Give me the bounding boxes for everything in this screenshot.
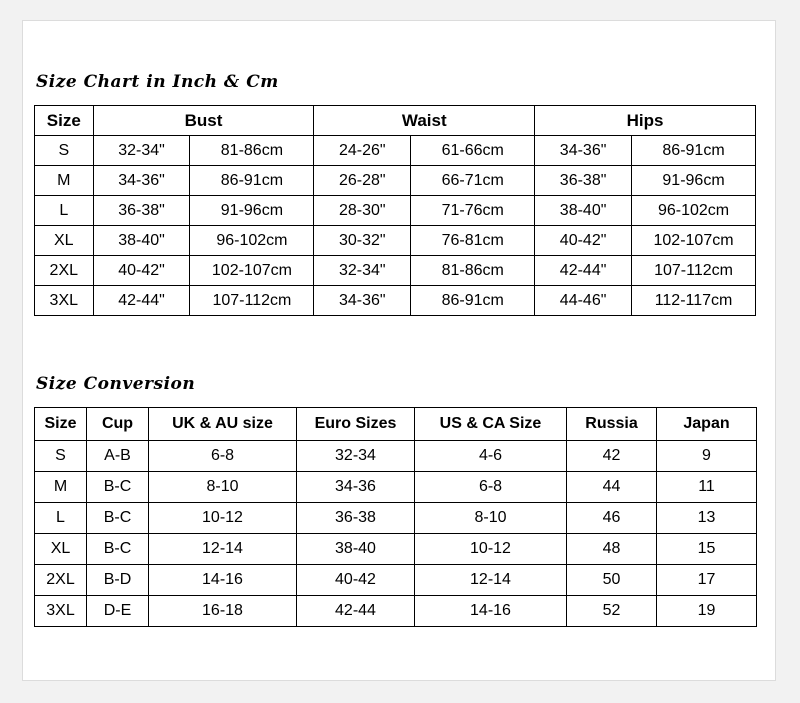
cell-value: 38-40 xyxy=(297,534,415,565)
table-row xyxy=(35,596,757,627)
cell-value: 50 xyxy=(567,565,657,596)
cell-value: 14-16 xyxy=(415,596,567,627)
cell-size: 2XL xyxy=(35,256,94,286)
cell-value: 36-38" xyxy=(535,166,632,196)
page-edge-left xyxy=(0,0,22,703)
cell-value: 107-112cm xyxy=(632,256,756,286)
cell-value: 28-30" xyxy=(314,196,411,226)
table-row xyxy=(35,441,757,472)
cell-size: S xyxy=(35,136,94,166)
header-cup: Cup xyxy=(87,408,149,441)
cell-value: B-D xyxy=(87,565,149,596)
size-conversion-table xyxy=(34,407,757,627)
page-edge-bottom xyxy=(0,681,800,703)
cell-value: 46 xyxy=(567,503,657,534)
table-header-row xyxy=(35,408,757,441)
cell-value: 44 xyxy=(567,472,657,503)
cell-value: 96-102cm xyxy=(632,196,756,226)
cell-value: 32-34" xyxy=(93,136,190,166)
cell-value: 81-86cm xyxy=(190,136,314,166)
table-row xyxy=(35,166,756,196)
size-chart-table xyxy=(34,105,756,316)
cell-value: 42-44 xyxy=(297,596,415,627)
table-row xyxy=(35,472,757,503)
table-row xyxy=(35,256,756,286)
cell-value: 32-34" xyxy=(314,256,411,286)
cell-value: 26-28" xyxy=(314,166,411,196)
cell-value: 42-44" xyxy=(535,256,632,286)
cell-value: 34-36" xyxy=(93,166,190,196)
cell-value: B-C xyxy=(87,534,149,565)
header-uk-au-size: UK & AU size xyxy=(149,408,297,441)
header-size: Size xyxy=(35,408,87,441)
table-row xyxy=(35,534,757,565)
cell-value: 42-44" xyxy=(93,286,190,316)
cell-value: 86-91cm xyxy=(632,136,756,166)
cell-value: 8-10 xyxy=(149,472,297,503)
cell-value: 48 xyxy=(567,534,657,565)
header-us-ca-size: US & CA Size xyxy=(415,408,567,441)
table-header-row xyxy=(35,106,756,136)
cell-value: 52 xyxy=(567,596,657,627)
cell-value: 17 xyxy=(657,565,757,596)
cell-size: 2XL xyxy=(35,565,87,596)
header-russia: Russia xyxy=(567,408,657,441)
cell-value: 66-71cm xyxy=(411,166,535,196)
cell-size: XL xyxy=(35,226,94,256)
cell-value: 86-91cm xyxy=(411,286,535,316)
cell-value: 34-36" xyxy=(314,286,411,316)
cell-value: 40-42" xyxy=(93,256,190,286)
cell-value: 11 xyxy=(657,472,757,503)
cell-value: 30-32" xyxy=(314,226,411,256)
cell-value: 91-96cm xyxy=(632,166,756,196)
header-hips: Hips xyxy=(535,106,756,136)
cell-value: 96-102cm xyxy=(190,226,314,256)
header-size: Size xyxy=(35,106,94,136)
cell-value: 24-26" xyxy=(314,136,411,166)
cell-size: L xyxy=(35,503,87,534)
cell-value: 86-91cm xyxy=(190,166,314,196)
cell-value: 107-112cm xyxy=(190,286,314,316)
cell-value: 19 xyxy=(657,596,757,627)
cell-value: B-C xyxy=(87,472,149,503)
cell-size: 3XL xyxy=(35,286,94,316)
size-chart-title: Size Chart in Inch & Cm xyxy=(36,72,279,92)
cell-value: 14-16 xyxy=(149,565,297,596)
cell-value: 9 xyxy=(657,441,757,472)
cell-value: 44-46" xyxy=(535,286,632,316)
cell-value: 38-40" xyxy=(93,226,190,256)
cell-value: 40-42 xyxy=(297,565,415,596)
table-row xyxy=(35,226,756,256)
table-row xyxy=(35,565,757,596)
table-row xyxy=(35,136,756,166)
cell-value: 61-66cm xyxy=(411,136,535,166)
cell-size: 3XL xyxy=(35,596,87,627)
header-bust: Bust xyxy=(93,106,314,136)
cell-value: 6-8 xyxy=(149,441,297,472)
cell-value: 12-14 xyxy=(149,534,297,565)
cell-value: B-C xyxy=(87,503,149,534)
cell-value: 10-12 xyxy=(149,503,297,534)
header-waist: Waist xyxy=(314,106,535,136)
cell-size: S xyxy=(35,441,87,472)
cell-value: 112-117cm xyxy=(632,286,756,316)
table-row xyxy=(35,503,757,534)
cell-value: 38-40" xyxy=(535,196,632,226)
cell-value: A-B xyxy=(87,441,149,472)
cell-value: 6-8 xyxy=(415,472,567,503)
header-japan: Japan xyxy=(657,408,757,441)
cell-value: 4-6 xyxy=(415,441,567,472)
cell-value: 32-34 xyxy=(297,441,415,472)
cell-value: 34-36" xyxy=(535,136,632,166)
cell-value: D-E xyxy=(87,596,149,627)
cell-value: 36-38" xyxy=(93,196,190,226)
cell-value: 16-18 xyxy=(149,596,297,627)
cell-value: 36-38 xyxy=(297,503,415,534)
cell-size: XL xyxy=(35,534,87,565)
table-row xyxy=(35,196,756,226)
cell-value: 10-12 xyxy=(415,534,567,565)
cell-value: 15 xyxy=(657,534,757,565)
cell-size: M xyxy=(35,472,87,503)
cell-value: 71-76cm xyxy=(411,196,535,226)
size-conversion-title: Size Conversion xyxy=(36,374,196,394)
cell-size: M xyxy=(35,166,94,196)
table-row xyxy=(35,286,756,316)
cell-value: 42 xyxy=(567,441,657,472)
cell-value: 102-107cm xyxy=(190,256,314,286)
page-edge-top xyxy=(0,0,800,20)
cell-value: 81-86cm xyxy=(411,256,535,286)
cell-value: 91-96cm xyxy=(190,196,314,226)
cell-value: 34-36 xyxy=(297,472,415,503)
cell-value: 8-10 xyxy=(415,503,567,534)
cell-size: L xyxy=(35,196,94,226)
header-euro-sizes: Euro Sizes xyxy=(297,408,415,441)
cell-value: 102-107cm xyxy=(632,226,756,256)
cell-value: 40-42" xyxy=(535,226,632,256)
cell-value: 13 xyxy=(657,503,757,534)
content-area xyxy=(34,72,770,627)
page-edge-right xyxy=(776,0,800,703)
cell-value: 76-81cm xyxy=(411,226,535,256)
cell-value: 12-14 xyxy=(415,565,567,596)
